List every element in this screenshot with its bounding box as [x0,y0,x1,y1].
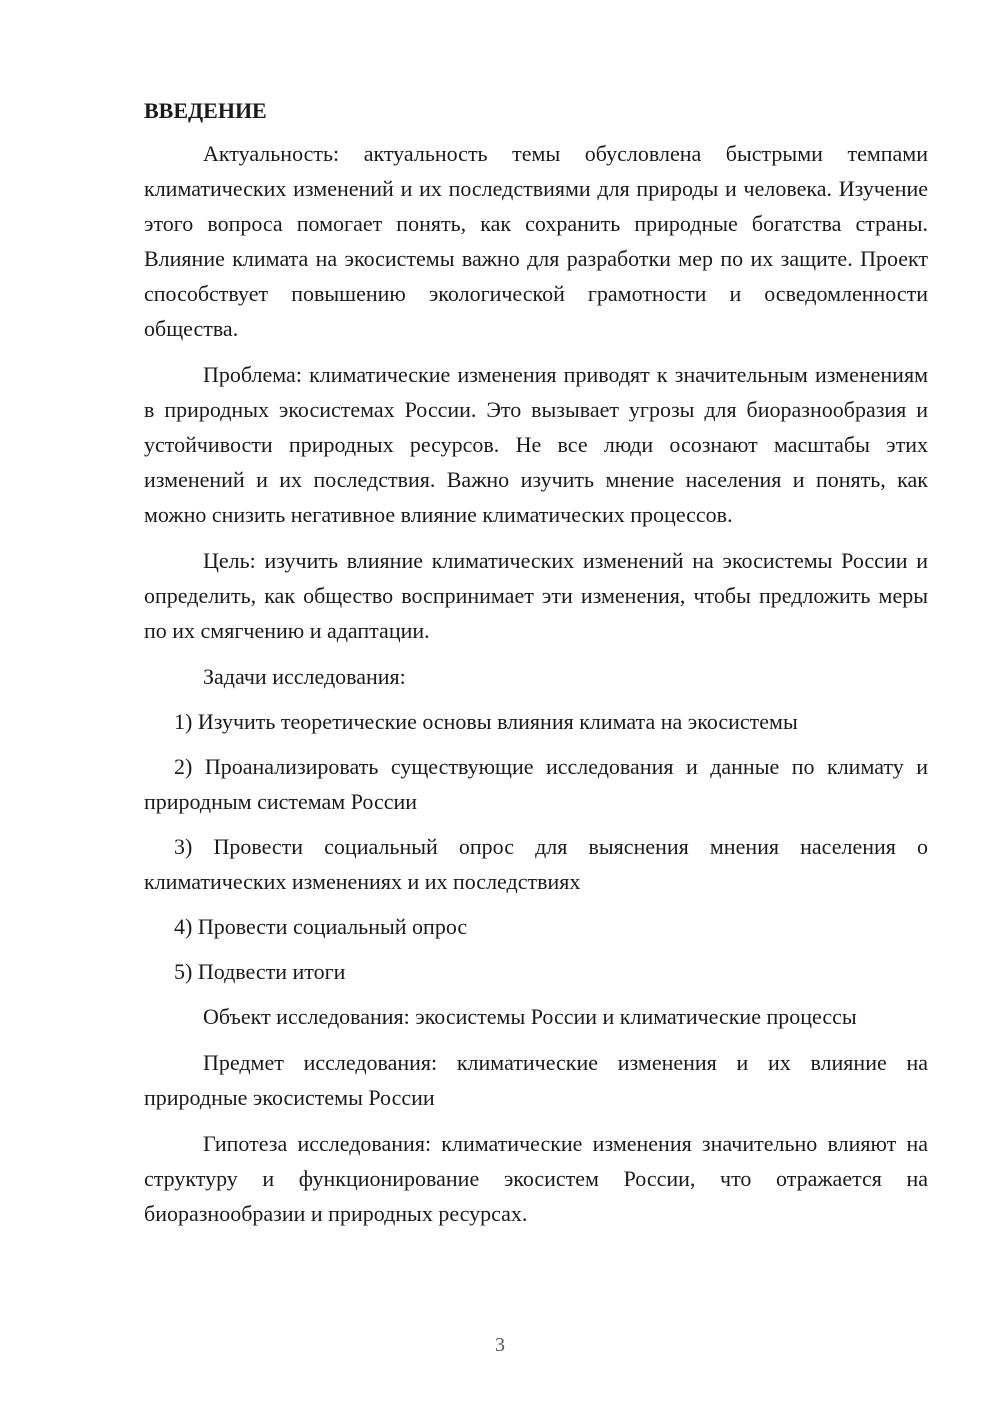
goal-paragraph: Цель: изучить влияние климатических изменений на экосистемы России и определить, как общество воспринимает эти изменения, чтобы предложить меры по их смягчению и адаптации. [144,548,928,643]
task-item: 3) Провести социальный опрос для выяснения мнения населения о климатических изменениях и их последствиях [144,834,928,894]
object-paragraph: Объект исследования: экосистемы России и климатические процессы [203,1004,857,1029]
document-page [144,96,928,1242]
relevance-paragraph: Актуальность: актуальность темы обусловлена быстрыми темпами климатических изменений и их последствиями для природы и человека. Изучение этого вопроса помогает понять, как сохранить природные богатства страны. Влияние климата на экосистемы важно для разработки мер по их защите. Проект способствует повышению экологической грамотности и осведомленности общества. [144,141,928,341]
page-number: 3 [495,1334,505,1356]
task-item: 2) Проанализировать существующие исследования и данные по климату и природным системам России [144,754,928,814]
task-item: 5) Подвести итоги [174,959,346,984]
task-item: 1) Изучить теоретические основы влияния климата на экосистемы [174,709,798,734]
hypothesis-paragraph: Гипотеза исследования: климатические изменения значительно влияют на структуру и функционирование экосистем России, что отражается на биоразнообразии и природных ресурсах. [144,1131,928,1226]
subject-paragraph: Предмет исследования: климатические изменения и их влияние на природные экосистемы России [144,1050,928,1110]
tasks-heading: Задачи исследования: [203,664,406,689]
task-item: 4) Провести социальный опрос [174,914,468,939]
problem-paragraph: Проблема: климатические изменения приводят к значительным изменениям в природных экосистемах России. Это вызывает угрозы для биоразнообразия и устойчивости природных ресурсов. Не все люди осознают масштабы этих изменений и их последствия. Важно изучить мнение населения и понять, как можно снизить негативное влияние климатических процессов. [144,362,928,527]
page-title: ВВЕДЕНИЕ [144,98,267,123]
